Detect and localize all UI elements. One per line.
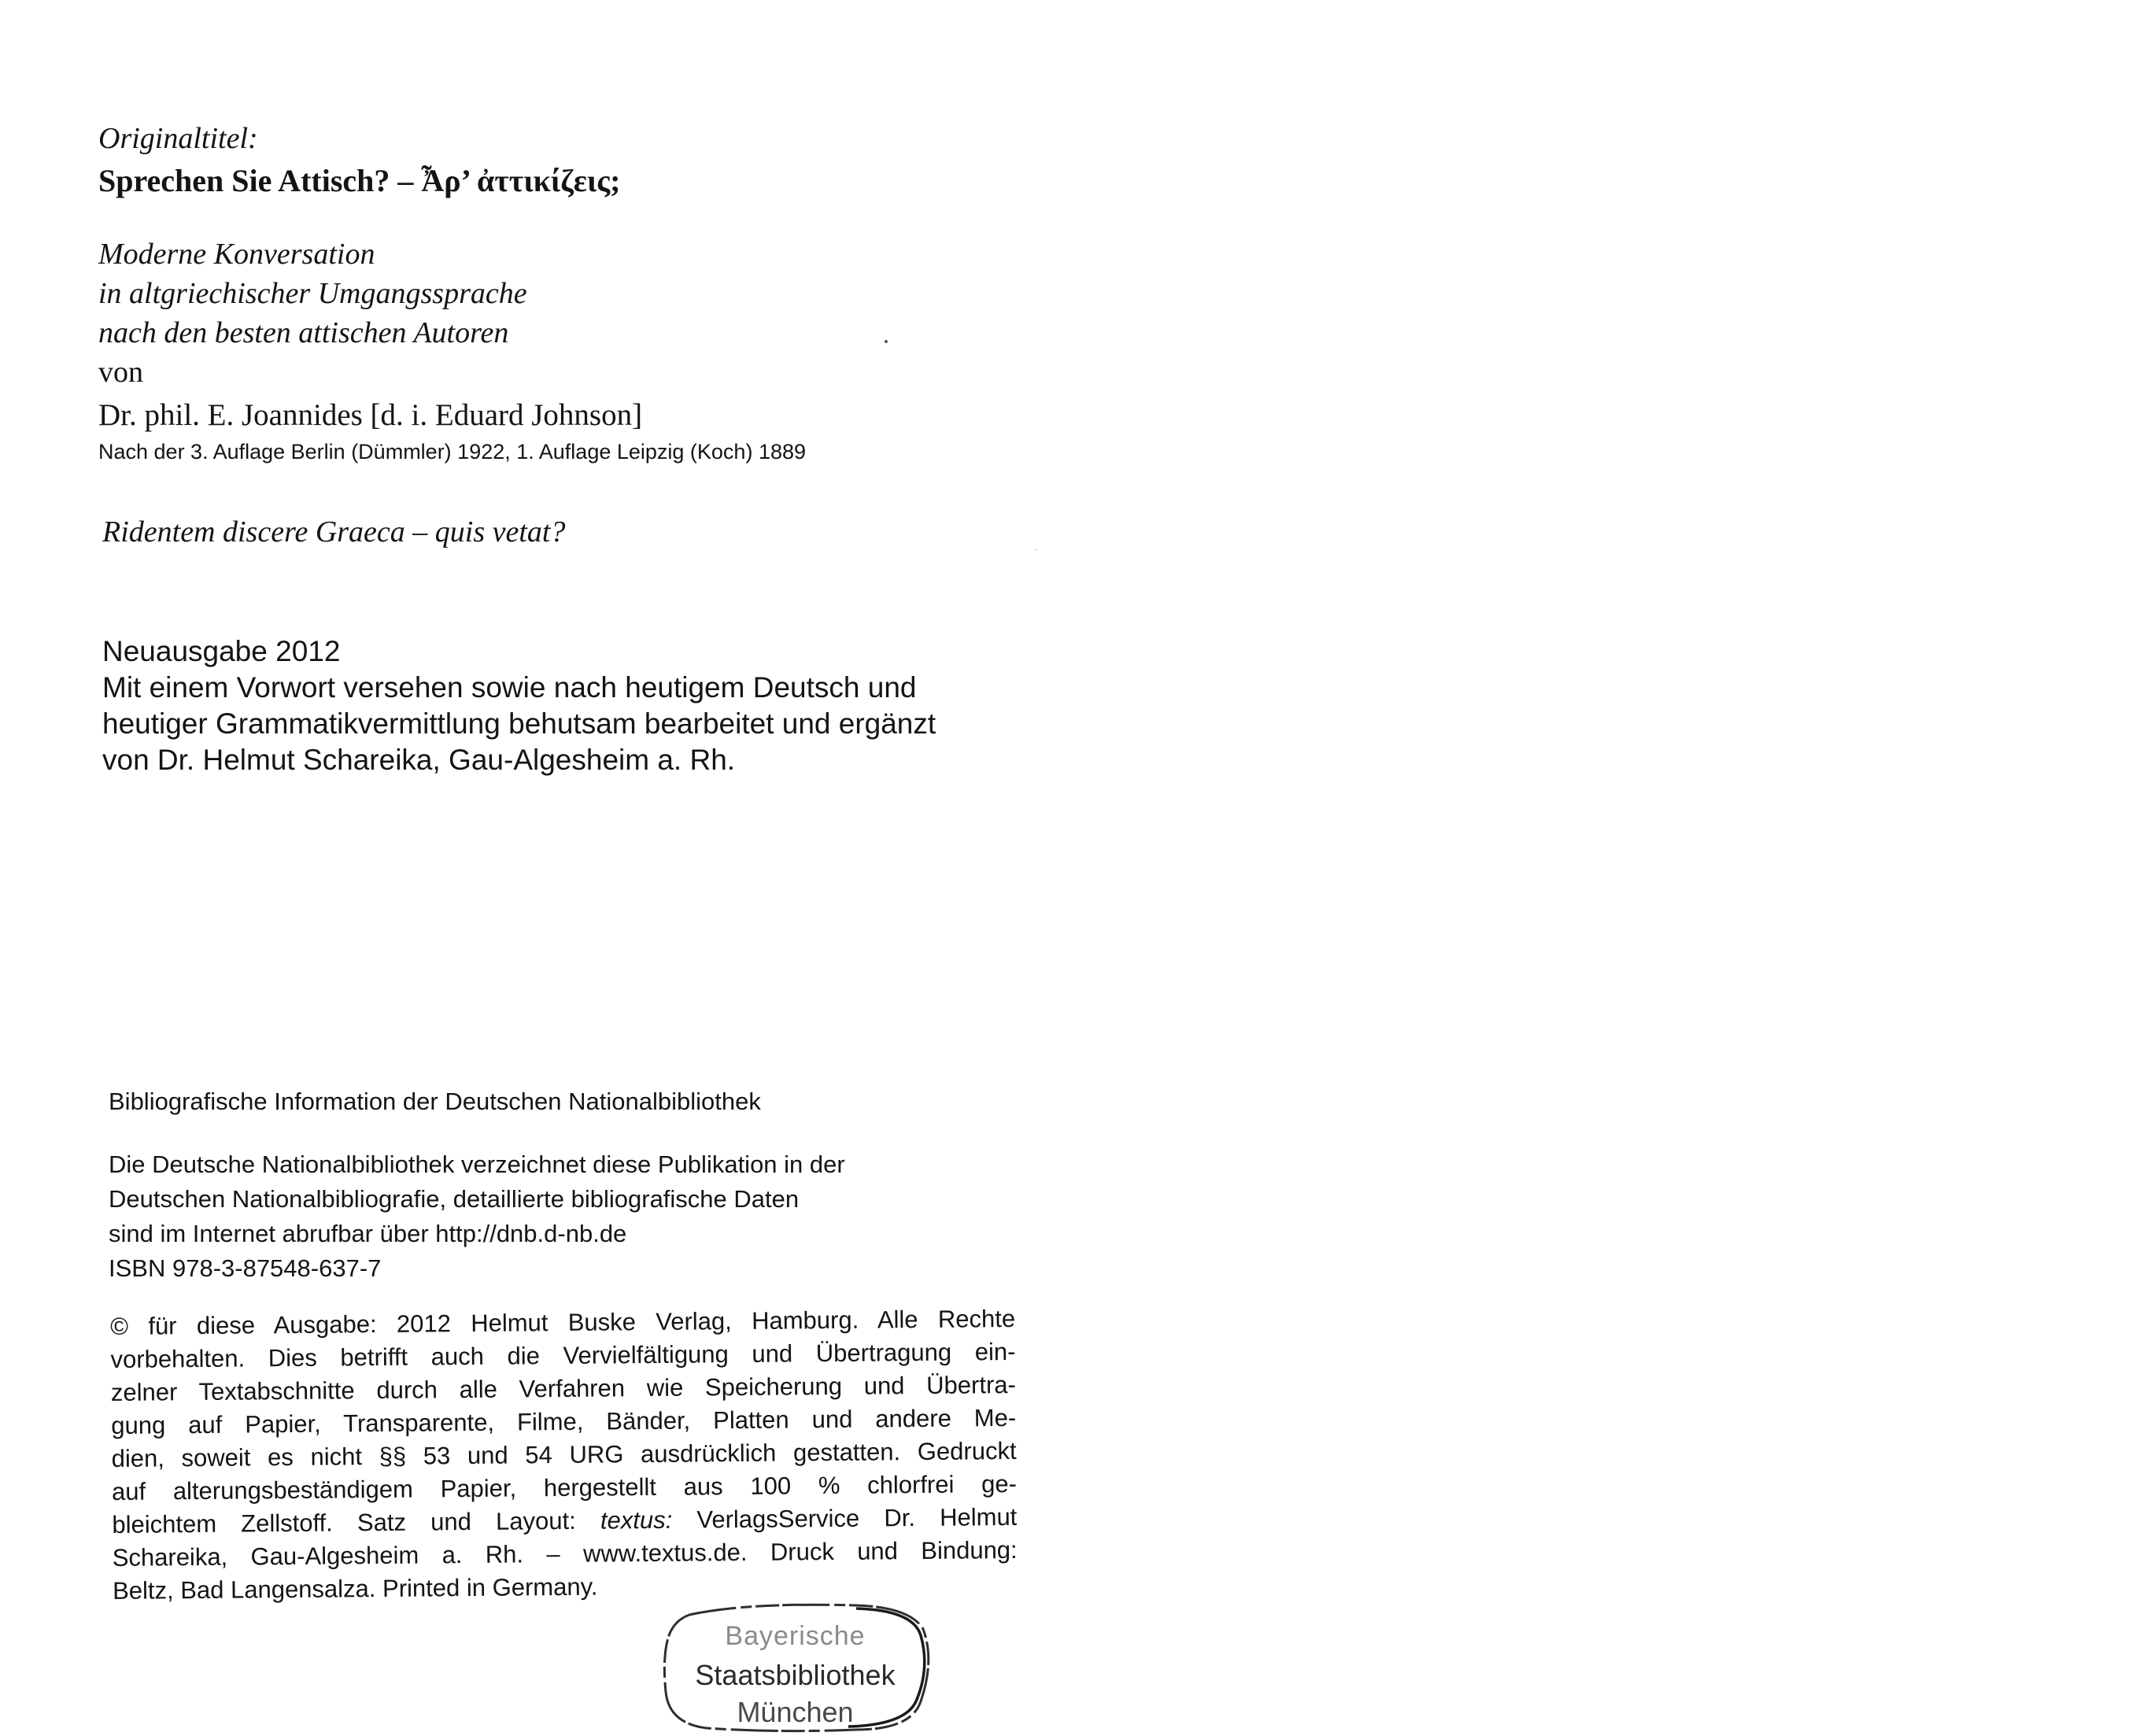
subtitle-line: Moderne Konversation — [98, 238, 375, 271]
edition-line: von Dr. Helmut Schareika, Gau-Algesheim a. Rh. — [102, 744, 736, 776]
copyright-line: Schareika, Gau-Algesheim a. Rh. – www.textus.de. Druck und Bindung: — [112, 1535, 1018, 1572]
edition-line: Neuausgabe 2012 — [102, 635, 341, 667]
copyright-line: auf alterungsbeständigem Papier, hergestellt aus 100 % chlorfrei ge- — [111, 1469, 1018, 1505]
textus-italic: textus: — [600, 1505, 673, 1535]
library-stamp — [659, 1597, 931, 1735]
motto: Ridentem discere Graeca – quis vetat? — [102, 515, 566, 549]
copyright-line: vorbehalten. Dies betrifft auch die Vervielfältigung und Übertragung ein- — [110, 1337, 1016, 1373]
copyright-line: zelner Textabschnitte durch alle Verfahren wie Speicherung und Übertra- — [110, 1370, 1017, 1406]
copyright-line: © für diese Ausgabe: 2012 Helmut Buske Verlag, Hamburg. Alle Rechte — [110, 1304, 1016, 1340]
copyright-line: dien, soweit es nicht §§ 53 und 54 URG ausdrücklich gestatten. Gedruckt — [111, 1436, 1017, 1472]
subtitle-block — [98, 235, 806, 467]
copyright-text: VerlagsService Dr. Helmut — [672, 1502, 1018, 1534]
original-title: Sprechen Sie Attisch? – Ἆρ’ ἀττικίζεις; — [98, 163, 621, 198]
bibliographic-line: sind im Internet abrufbar über http://dnb.d-nb.de — [109, 1220, 627, 1247]
stamp-line-bayerische: Bayerische — [725, 1621, 866, 1651]
stamp-line-staatsbibliothek: Staatsbibliothek — [695, 1659, 896, 1691]
von-line: von — [98, 356, 143, 389]
subtitle-line: in altgriechischer Umgangssprache — [98, 277, 527, 310]
scan-speck — [1036, 549, 1037, 551]
edition-line: Mit einem Vorwort versehen sowie nach heutigem Deutsch und — [102, 671, 917, 704]
original-title-label: Originaltitel: — [98, 122, 258, 155]
edition-note: Nach der 3. Auflage Berlin (Dümmler) 1922, 1. Auflage Leipzig (Koch) 1889 — [98, 440, 807, 464]
bibliographic-paragraph — [109, 1147, 845, 1286]
isbn-line: ISBN 978-3-87548-637-7 — [109, 1254, 382, 1282]
scan-speck — [885, 340, 888, 343]
author-line: Dr. phil. E. Joannides [d. i. Eduard Johnson] — [98, 398, 643, 432]
copyright-line: gung auf Papier, Transparente, Filme, Bänder, Platten und andere Me- — [111, 1403, 1017, 1439]
subtitle-line: nach den besten attischen Autoren — [98, 316, 509, 349]
bibliographic-line: Die Deutsche Nationalbibliothek verzeichnet diese Publikation in der — [109, 1151, 845, 1178]
copyright-line: Beltz, Bad Langensalza. Printed in Germany. — [112, 1572, 598, 1605]
stamp-line-muenchen: München — [737, 1696, 854, 1728]
bibliographic-info-block — [109, 1084, 845, 1286]
bibliographic-heading: Bibliografische Information der Deutschen Nationalbibliothek — [109, 1088, 761, 1115]
original-title-block — [98, 118, 620, 203]
edition-block — [102, 633, 936, 778]
bibliographic-line: Deutschen Nationalbibliografie, detaillierte bibliografische Daten — [109, 1185, 800, 1213]
copyright-block — [110, 1302, 1018, 1608]
edition-line: heutiger Grammatikvermittlung behutsam bearbeitet und ergänzt — [102, 707, 936, 740]
copyright-text: bleichtem Zellstoff. Satz und Layout: — [112, 1506, 601, 1538]
